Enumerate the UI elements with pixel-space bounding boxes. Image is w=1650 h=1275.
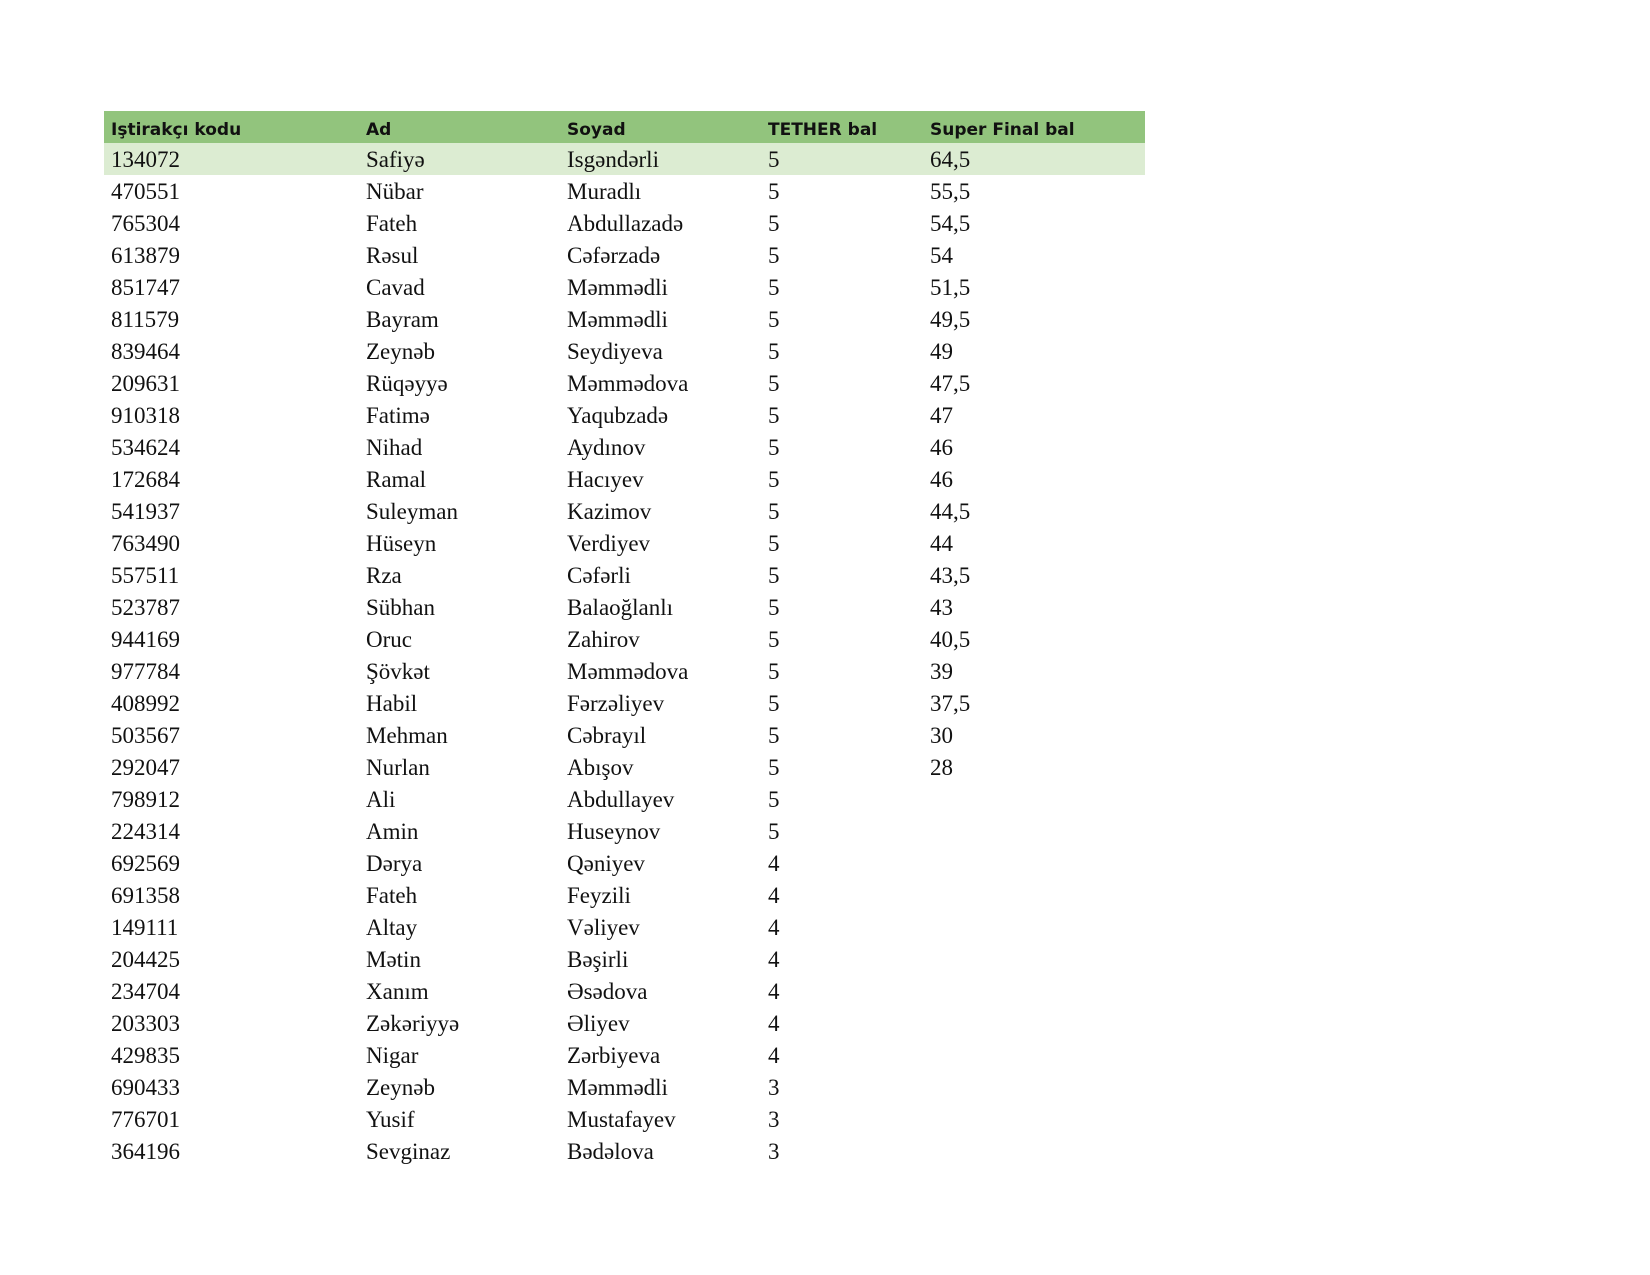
- first-name-cell: Fatimə: [366, 403, 430, 428]
- table-row: [104, 1103, 1145, 1135]
- first-name-cell: Fateh: [366, 883, 418, 908]
- tether-score-cell: 5: [768, 499, 780, 524]
- first-name-cell: Hüseyn: [366, 531, 437, 556]
- last-name-cell: Məmmədli: [567, 307, 668, 332]
- tether-score-cell: 5: [768, 691, 780, 716]
- tether-score-cell: 5: [768, 179, 780, 204]
- tether-score-cell: 4: [768, 915, 780, 940]
- last-name-cell: Vəliyev: [567, 915, 640, 940]
- last-name-cell: Cəfərzadə: [567, 243, 661, 268]
- first-name-cell: Bayram: [366, 307, 439, 332]
- table-row: [104, 303, 1145, 335]
- first-name-cell: Sübhan: [366, 595, 435, 620]
- table-row: [104, 975, 1145, 1007]
- super-final-score-cell: 39: [930, 659, 953, 684]
- last-name-cell: Məmmədova: [567, 371, 689, 396]
- first-name-cell: Şövkət: [366, 659, 430, 684]
- participant-code-cell: 763490: [111, 531, 180, 556]
- participant-code-cell: 977784: [111, 659, 180, 684]
- first-name-cell: Dərya: [366, 851, 423, 876]
- participant-code-cell: 851747: [111, 275, 180, 300]
- super-final-score-cell: 30: [930, 723, 953, 748]
- last-name-cell: Cəbrayıl: [567, 723, 647, 748]
- tether-score-cell: 5: [768, 723, 780, 748]
- tether-score-cell: 5: [768, 275, 780, 300]
- tether-score-cell: 5: [768, 627, 780, 652]
- super-final-score-cell: 54: [930, 243, 953, 268]
- table-row: [104, 175, 1145, 207]
- tether-score-cell: 5: [768, 243, 780, 268]
- participant-code-cell: 811579: [111, 307, 180, 332]
- table-row: [104, 399, 1145, 431]
- super-final-score-cell: 40,5: [930, 627, 971, 652]
- participant-code-cell: 910318: [111, 403, 180, 428]
- tether-score-cell: 3: [768, 1107, 780, 1132]
- super-final-score-cell: [923, 862, 1145, 864]
- super-final-score-cell: [923, 830, 1145, 832]
- super-final-score-cell: 44: [930, 531, 953, 556]
- tether-score-cell: 4: [768, 979, 780, 1004]
- last-name-cell: Yaqubzadə: [567, 403, 669, 428]
- last-name-cell: Zərbiyeva: [567, 1043, 661, 1068]
- participant-code-cell: 408992: [111, 691, 180, 716]
- tether-score-cell: 3: [768, 1075, 780, 1100]
- participant-code-cell: 691358: [111, 883, 180, 908]
- participant-code-cell: 134072: [111, 147, 180, 172]
- last-name-cell: Bədəlova: [567, 1139, 654, 1164]
- tether-score-cell: 5: [768, 531, 780, 556]
- first-name-cell: Zeynəb: [366, 339, 435, 364]
- column-header-first-name: Ad: [366, 120, 392, 140]
- participant-code-cell: 523787: [111, 595, 180, 620]
- super-final-score-cell: [923, 926, 1145, 928]
- tether-score-cell: 5: [768, 403, 780, 428]
- tether-score-cell: 5: [768, 211, 780, 236]
- first-name-cell: Oruc: [366, 627, 412, 652]
- table-row: [104, 239, 1145, 271]
- tether-score-cell: 4: [768, 883, 780, 908]
- table-row: [104, 463, 1145, 495]
- participant-code-cell: 798912: [111, 787, 180, 812]
- participant-code-cell: 470551: [111, 179, 180, 204]
- last-name-cell: Əliyev: [567, 1011, 630, 1036]
- first-name-cell: Ramal: [366, 467, 427, 492]
- participant-code-cell: 292047: [111, 755, 180, 780]
- last-name-cell: Seydiyeva: [567, 339, 663, 364]
- first-name-cell: Habil: [366, 691, 418, 716]
- participant-code-cell: 203303: [111, 1011, 180, 1036]
- table-row: [104, 719, 1145, 751]
- first-name-cell: Mehman: [366, 723, 448, 748]
- participant-code-cell: 209631: [111, 371, 180, 396]
- super-final-score-cell: [923, 990, 1145, 992]
- super-final-score-cell: [923, 1118, 1145, 1120]
- super-final-score-cell: 47,5: [930, 371, 971, 396]
- super-final-score-cell: 47: [930, 403, 953, 428]
- table-header-row: [104, 111, 1145, 143]
- table-body: [104, 143, 1145, 1167]
- participant-code-cell: 690433: [111, 1075, 180, 1100]
- super-final-score-cell: [923, 1150, 1145, 1152]
- participant-code-cell: 172684: [111, 467, 180, 492]
- tether-score-cell: 3: [768, 1139, 780, 1164]
- super-final-score-cell: 55,5: [930, 179, 971, 204]
- last-name-cell: Qəniyev: [567, 851, 645, 876]
- last-name-cell: Abdullayev: [567, 787, 675, 812]
- participant-code-cell: 613879: [111, 243, 180, 268]
- last-name-cell: Kazimov: [567, 499, 652, 524]
- tether-score-cell: 5: [768, 339, 780, 364]
- participant-code-cell: 776701: [111, 1107, 180, 1132]
- table-row: [104, 591, 1145, 623]
- super-final-score-cell: 54,5: [930, 211, 971, 236]
- last-name-cell: Məmmədli: [567, 1075, 668, 1100]
- super-final-score-cell: [923, 798, 1145, 800]
- table-row: [104, 655, 1145, 687]
- last-name-cell: Mustafayev: [567, 1107, 676, 1132]
- last-name-cell: Aydınov: [567, 435, 646, 460]
- tether-score-cell: 4: [768, 947, 780, 972]
- last-name-cell: Zahirov: [567, 627, 640, 652]
- table-row: [104, 783, 1145, 815]
- table-row: [104, 1007, 1145, 1039]
- super-final-score-cell: [923, 958, 1145, 960]
- last-name-cell: Muradlı: [567, 179, 642, 204]
- first-name-cell: Nigar: [366, 1043, 419, 1068]
- table-row: [104, 815, 1145, 847]
- participant-code-cell: 149111: [111, 915, 179, 940]
- last-name-cell: Huseynov: [567, 819, 661, 844]
- tether-score-cell: 5: [768, 371, 780, 396]
- table-row: [104, 687, 1145, 719]
- table-row: [104, 207, 1145, 239]
- table-row: [104, 335, 1145, 367]
- participant-code-cell: 534624: [111, 435, 180, 460]
- tether-score-cell: 4: [768, 1011, 780, 1036]
- first-name-cell: Mətin: [366, 947, 421, 972]
- table-row: [104, 1039, 1145, 1071]
- first-name-cell: Rəsul: [366, 243, 419, 268]
- super-final-score-cell: 51,5: [930, 275, 971, 300]
- tether-score-cell: 5: [768, 563, 780, 588]
- super-final-score-cell: 43,5: [930, 563, 971, 588]
- first-name-cell: Nübar: [366, 179, 424, 204]
- column-header-super-final-score: Super Final bal: [930, 120, 1075, 140]
- first-name-cell: Rza: [366, 563, 402, 588]
- table-row: [104, 879, 1145, 911]
- table-row: [104, 1135, 1145, 1167]
- first-name-cell: Safiyə: [366, 147, 425, 172]
- first-name-cell: Fateh: [366, 211, 418, 236]
- first-name-cell: Xanım: [366, 979, 429, 1004]
- participant-code-cell: 765304: [111, 211, 180, 236]
- super-final-score-cell: 46: [930, 467, 953, 492]
- table-row: [104, 847, 1145, 879]
- last-name-cell: Verdiyev: [567, 531, 651, 556]
- first-name-cell: Zəkəriyyə: [366, 1011, 460, 1036]
- super-final-score-cell: 37,5: [930, 691, 971, 716]
- super-final-score-cell: 49,5: [930, 307, 971, 332]
- table-row: [104, 367, 1145, 399]
- table-row: [104, 559, 1145, 591]
- super-final-score-cell: 46: [930, 435, 953, 460]
- participant-code-cell: 541937: [111, 499, 180, 524]
- super-final-score-cell: [923, 894, 1145, 896]
- last-name-cell: Əsədova: [567, 979, 648, 1004]
- participant-code-cell: 503567: [111, 723, 180, 748]
- super-final-score-cell: 28: [930, 755, 953, 780]
- first-name-cell: Suleyman: [366, 499, 458, 524]
- tether-score-cell: 5: [768, 307, 780, 332]
- table-row: [104, 143, 1145, 175]
- tether-score-cell: 5: [768, 755, 780, 780]
- last-name-cell: Feyzili: [567, 883, 631, 908]
- participant-code-cell: 234704: [111, 979, 180, 1004]
- participant-code-cell: 224314: [111, 819, 180, 844]
- last-name-cell: Fərzəliyev: [567, 691, 665, 716]
- last-name-cell: Hacıyev: [567, 467, 644, 492]
- first-name-cell: Yusif: [366, 1107, 415, 1132]
- table-row: [104, 623, 1145, 655]
- last-name-cell: Məmmədli: [567, 275, 668, 300]
- tether-score-cell: 5: [768, 147, 780, 172]
- super-final-score-cell: 43: [930, 595, 953, 620]
- tether-score-cell: 5: [768, 659, 780, 684]
- column-header-participant-code: Iştirakçı kodu: [111, 120, 242, 140]
- table-row: [104, 527, 1145, 559]
- last-name-cell: Cəfərli: [567, 563, 631, 588]
- tether-score-cell: 4: [768, 1043, 780, 1068]
- last-name-cell: Balaoğlanlı: [567, 595, 674, 620]
- last-name-cell: Bəşirli: [567, 947, 629, 972]
- tether-score-cell: 5: [768, 787, 780, 812]
- table-row: [104, 1071, 1145, 1103]
- column-header-tether-score: TETHER bal: [768, 120, 878, 140]
- column-header-last-name: Soyad: [567, 120, 626, 140]
- participant-code-cell: 204425: [111, 947, 180, 972]
- super-final-score-cell: 44,5: [930, 499, 971, 524]
- tether-score-cell: 5: [768, 467, 780, 492]
- first-name-cell: Zeynəb: [366, 1075, 435, 1100]
- table-row: [104, 911, 1145, 943]
- table-row: [104, 495, 1145, 527]
- last-name-cell: Abdullazadə: [567, 211, 684, 236]
- first-name-cell: Nihad: [366, 435, 423, 460]
- first-name-cell: Altay: [366, 915, 418, 940]
- tether-score-cell: 5: [768, 819, 780, 844]
- participant-code-cell: 429835: [111, 1043, 180, 1068]
- table-row: [104, 751, 1145, 783]
- participant-code-cell: 839464: [111, 339, 180, 364]
- last-name-cell: Isgəndərli: [567, 147, 659, 172]
- participant-code-cell: 364196: [111, 1139, 180, 1164]
- tether-score-cell: 5: [768, 435, 780, 460]
- super-final-score-cell: [923, 1086, 1145, 1088]
- table-row: [104, 943, 1145, 975]
- super-final-score-cell: 64,5: [930, 147, 971, 172]
- first-name-cell: Amin: [366, 819, 419, 844]
- results-table: [104, 111, 1145, 1167]
- first-name-cell: Cavad: [366, 275, 425, 300]
- super-final-score-cell: [923, 1022, 1145, 1024]
- table-row: [104, 431, 1145, 463]
- participant-code-cell: 944169: [111, 627, 180, 652]
- first-name-cell: Rüqəyyə: [366, 371, 448, 396]
- last-name-cell: Məmmədova: [567, 659, 689, 684]
- super-final-score-cell: [923, 1054, 1145, 1056]
- tether-score-cell: 5: [768, 595, 780, 620]
- first-name-cell: Sevginaz: [366, 1139, 451, 1164]
- participant-code-cell: 557511: [111, 563, 180, 588]
- first-name-cell: Ali: [366, 787, 396, 812]
- super-final-score-cell: 49: [930, 339, 953, 364]
- participant-code-cell: 692569: [111, 851, 180, 876]
- first-name-cell: Nurlan: [366, 755, 430, 780]
- table-row: [104, 271, 1145, 303]
- last-name-cell: Abışov: [567, 755, 634, 780]
- tether-score-cell: 4: [768, 851, 780, 876]
